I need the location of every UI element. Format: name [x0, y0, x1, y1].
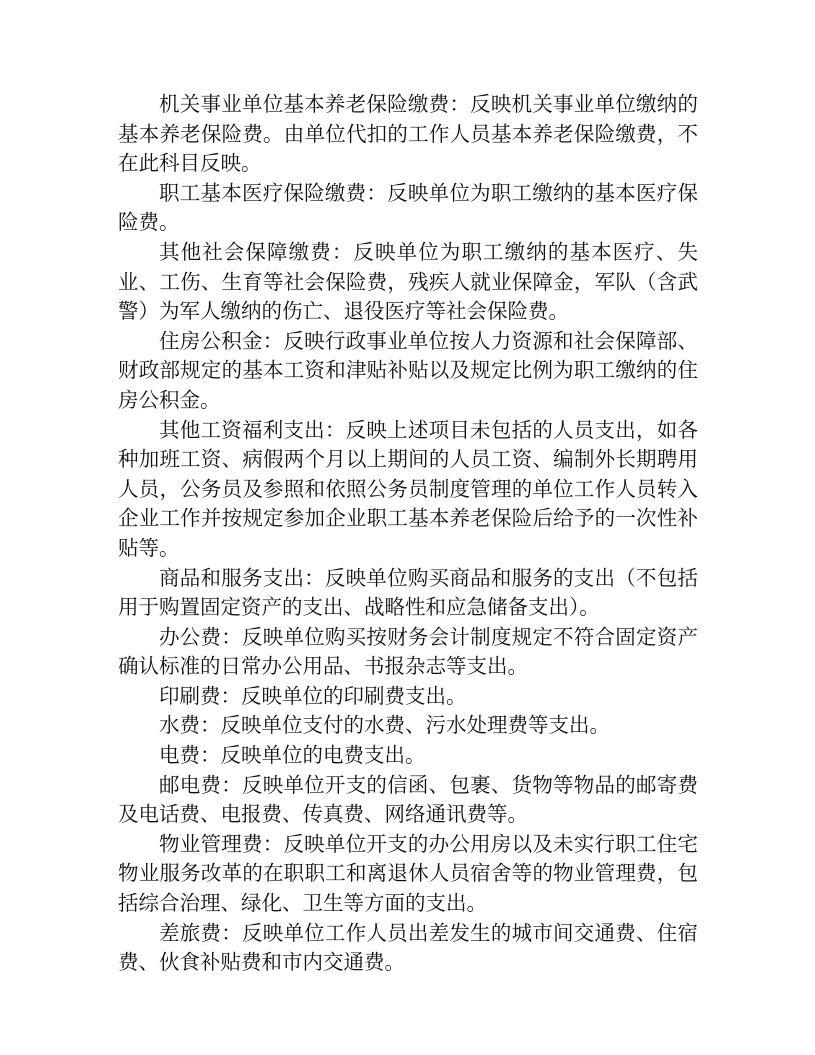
paragraph-postal-telecom-expense: 邮电费：反映单位开支的信函、包裹、货物等物品的邮寄费及电话费、电报费、传真费、网络通讯费等。 [118, 772, 698, 827]
paragraph-other-wage-welfare: 其他工资福利支出：反映上述项目未包括的人员支出，如各种加班工资、病假两个月以上期间的人员工资、编制外长期聘用人员，公务员及参照和依照公务员制度管理的单位工作人员转入企业工作并按规定参加企业职工基本养老保险后给予的一次性补贴等。 [118, 417, 698, 560]
document-body [118, 90, 698, 978]
paragraph-water-expense: 水费：反映单位支付的水费、污水处理费等支出。 [159, 713, 610, 738]
paragraph-property-management: 物业管理费：反映单位开支的办公用房以及未实行职工住宅物业服务改革的在职职工和离退休人员宿舍等的物业管理费，包括综合治理、绿化、卫生等方面的支出。 [118, 831, 698, 916]
paragraph-office-expense: 办公费：反映单位购买按财务会计制度规定不符合固定资产确认标准的日常办公用品、书报杂志等支出。 [118, 624, 698, 679]
paragraph-housing-fund: 住房公积金：反映行政事业单位按人力资源和社会保障部、财政部规定的基本工资和津贴补贴以及规定比例为职工缴纳的住房公积金。 [118, 328, 698, 412]
paragraph-goods-services: 商品和服务支出：反映单位购买商品和服务的支出（不包括用于购置固定资产的支出、战略性和应急储备支出）。 [118, 565, 698, 620]
paragraph-medical-insurance: 职工基本医疗保险缴费：反映单位为职工缴纳的基本医疗保险费。 [118, 180, 698, 235]
paragraph-other-social-security: 其他社会保障缴费：反映单位为职工缴纳的基本医疗、失业、工伤、生育等社会保险费，残疾人就业保障金，军队（含武警）为军人缴纳的伤亡、退役医疗等社会保险费。 [118, 239, 698, 324]
paragraph-printing-expense: 印刷费：反映单位的印刷费支出。 [159, 683, 467, 708]
paragraph-travel-expense: 差旅费：反映单位工作人员出差发生的城市间交通费、住宿费、伙食补贴费和市内交通费。 [118, 920, 698, 975]
paragraph-pension-contribution: 机关事业单位基本养老保险缴费：反映机关事业单位缴纳的基本养老保险费。由单位代扣的工作人员基本养老保险缴费，不在此科目反映。 [118, 92, 698, 176]
paragraph-electricity-expense: 电费：反映单位的电费支出。 [159, 743, 426, 768]
